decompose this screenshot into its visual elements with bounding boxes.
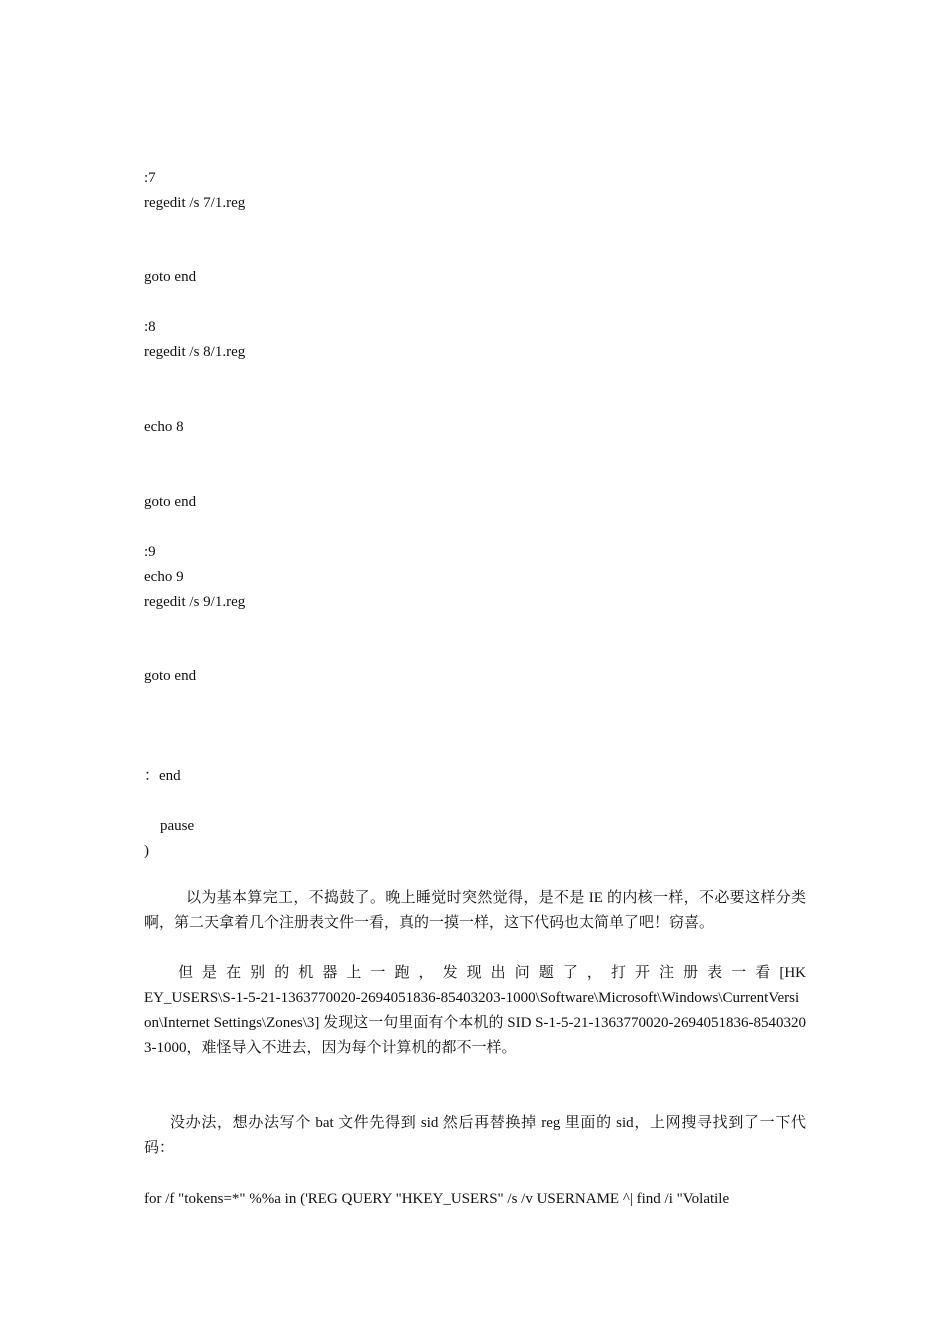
code-label-8: :8 xyxy=(144,319,156,335)
code-echo-8: echo 8 xyxy=(144,419,184,435)
code-pause: pause xyxy=(160,818,195,834)
code-label-7: :7 xyxy=(144,170,156,186)
paragraph-2 xyxy=(144,961,806,1061)
paragraph-2-intro: 但是在别的机器上一跑，发现出问题了，打开注册表一看 xyxy=(178,965,780,981)
code-label-9: :9 xyxy=(144,544,156,560)
code-regedit-8: regedit /s 8/1.reg xyxy=(144,344,246,360)
code-regedit-7: regedit /s 7/1.reg xyxy=(144,195,246,211)
code-goto-end-3: goto end xyxy=(144,668,197,684)
code-for-line: for /f "tokens=*" %%a in ('REG QUERY "HKEY_USERS" /s /v USERNAME ^| find /i "Volatile xyxy=(144,1191,730,1207)
code-goto-end-2: goto end xyxy=(144,494,197,510)
paragraph-2-rest: [HKEY_USERS\S-1-5-21-1363770020-2694051836-85403203-1000\Software\Microsoft\Windows\CurrentVersion\Internet Settings\Zones\3] 发现这一句里面有个本机的 SID S-1-5-21-1363770020-2694051836-85403203-1000，难怪导入不进去，因为每个计算机的都不一样。 xyxy=(144,965,806,1056)
code-goto-end-1: goto end xyxy=(144,269,197,285)
code-regedit-9: regedit /s 9/1.reg xyxy=(144,594,246,610)
code-echo-9: echo 9 xyxy=(144,569,184,585)
code-end-label: ：end xyxy=(144,768,181,784)
paragraph-3: 没办法，想办法写个 bat 文件先得到 sid 然后再替换掉 reg 里面的 sid，上网搜寻找到了一下代码： xyxy=(144,1115,806,1156)
code-close-paren: ) xyxy=(144,843,149,859)
paragraph-1: 以为基本算完工，不捣鼓了。晚上睡觉时突然觉得，是不是 IE 的内核一样，不必要这样分类啊，第二天拿着几个注册表文件一看，真的一摸一样，这下代码也太简单了吧！窃喜。 xyxy=(144,890,806,931)
